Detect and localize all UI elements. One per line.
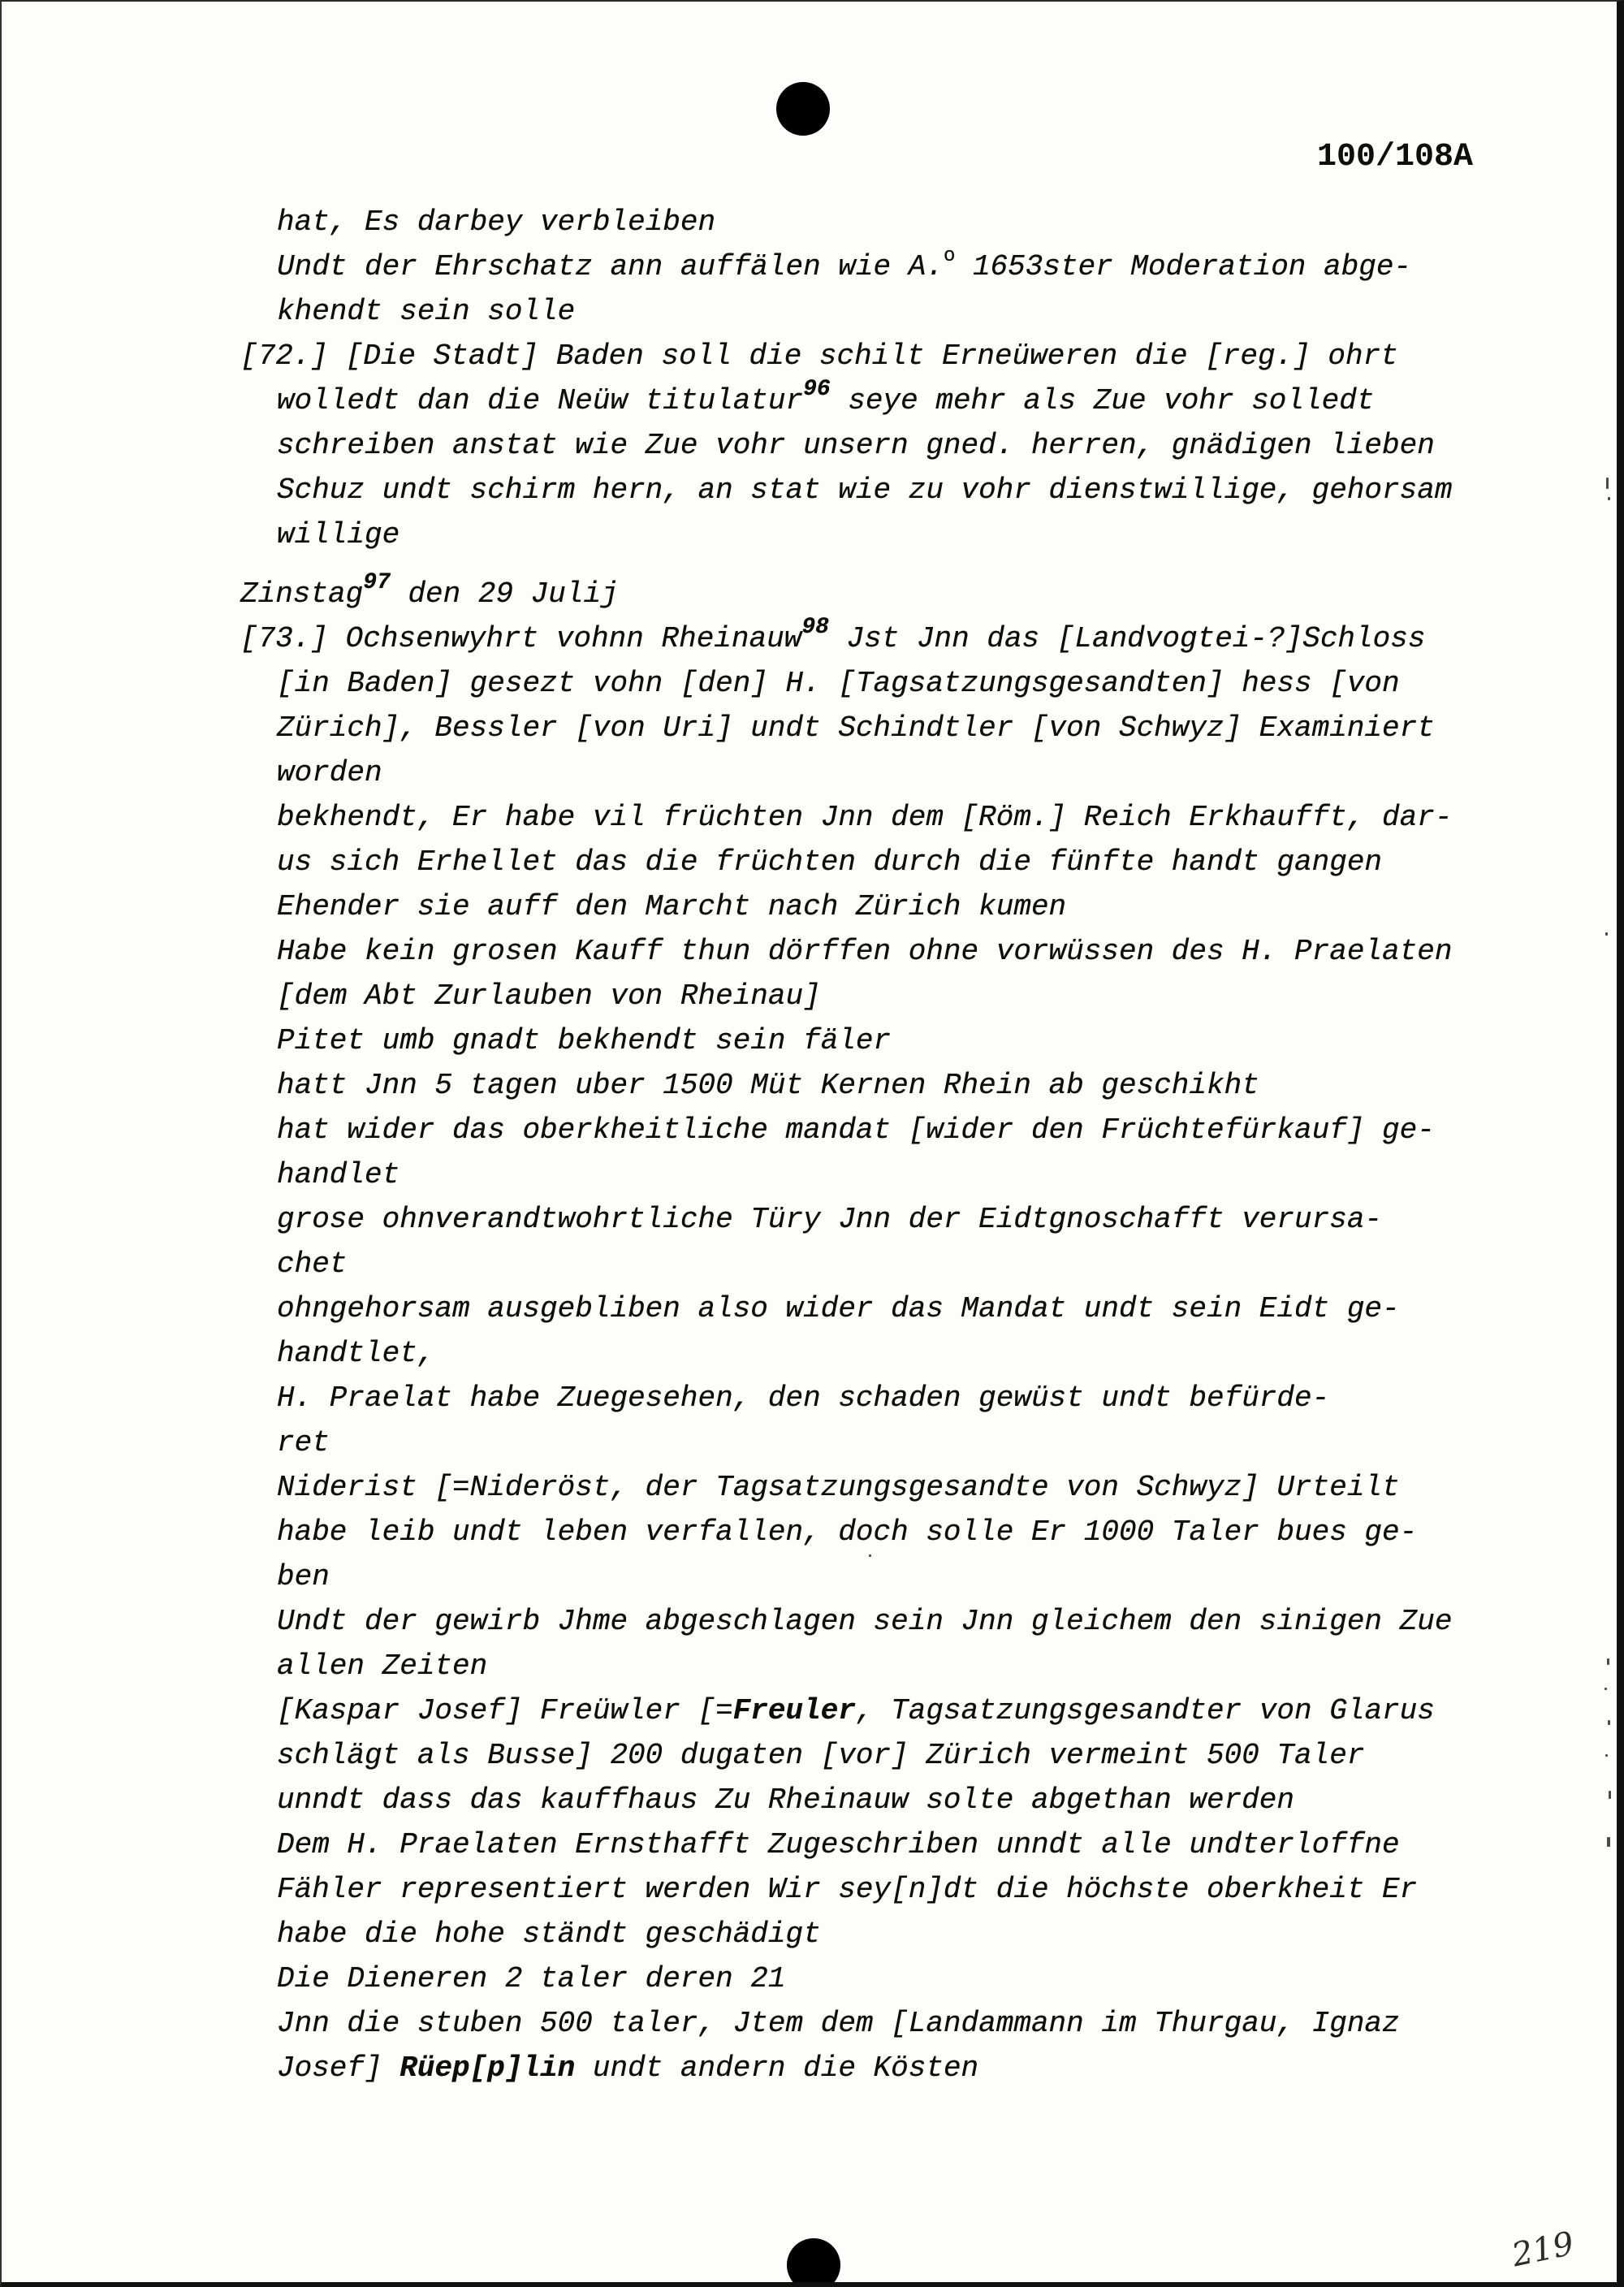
bold-name: Freuler [732,1694,856,1727]
scan-speck [1606,478,1609,489]
scan-speck [1605,932,1608,936]
text-line: habe leib undt leben verfallen, doch solle Er 1000 Taler bues ge- [277,1515,1418,1549]
date-heading [240,572,1452,616]
text-line: hat, Es darbey verbleiben [277,205,716,239]
handwritten-folio-number: 219 [1509,2224,1578,2275]
text-line: ohngehorsam ausgebliben also wider das Mandat undt sein Eidt ge- [277,1292,1400,1325]
text-line: schlägt als Busse] 200 dugaten [vor] Zürich vermeint 500 Taler [277,1739,1365,1772]
text-line: khendt sein solle [277,295,576,328]
line-text: seye mehr als Zue vohr solledt [830,384,1375,417]
text-line: Habe kein grosen Kauff thun dörffen ohne vorwüssen des H. Praelaten [277,935,1453,968]
text-line: Zürich], Bessler [von Uri] undt Schindtler [von Schwyz] Examiniert [277,711,1435,745]
text-line: hatt Jnn 5 tagen uber 1500 Müt Kernen Rhein ab geschikht [277,1069,1259,1102]
text-line: grose ohnverandtwohrtliche Türy Jnn der Eidtgnoschafft verursa- [277,1203,1383,1236]
punch-hole-bottom [787,2238,840,2287]
text-line: Schuz undt schirm hern, an stat wie zu vohr dienstwillige, gehorsam [277,473,1453,507]
text-line: Die Dieneren 2 taler deren 21 [277,1962,786,1995]
text-line: allen Zeiten [277,1649,488,1683]
text-line: habe die hohe ständt geschädigt [277,1917,821,1951]
text-line: willige [277,518,400,551]
text-line: ret [277,1426,330,1459]
line-text: [Kaspar Josef] Freüwler [= [277,1694,733,1727]
footnote-ref-97: 97 [363,570,391,595]
text-line: hat wider das oberkheitliche mandat [wider den Früchtefürkauf] ge- [277,1113,1435,1147]
text-line: schreiben anstat wie Zue vohr unsern gned. herren, gnädigen lieben [277,429,1435,462]
text-line: Ehender sie auff den Marcht nach Zürich kumen [277,890,1067,923]
text-line: chet [277,1247,348,1281]
line-text: Undt der Ehrschatz ann auffälen wie A. [277,250,944,283]
text-line: Undt der gewirb Jhme abgeschlagen sein Jnn gleichem den sinigen Zue [277,1605,1453,1638]
text-line: handlet [277,1158,400,1191]
text-line: [in Baden] gesezt vohn [den] H. [Tagsatzungsgesandten] hess [von [277,667,1400,700]
line-text: undt andern die Kösten [575,2051,979,2085]
text-line [240,244,1452,289]
superscript-o: o [943,245,956,267]
line-text: Jst Jnn das [Landvogtei-?]Schloss [828,622,1426,655]
text-line: Jnn die stuben 500 taler, Jtem dem [Landammann im Thurgau, Ignaz [277,2007,1400,2040]
text-line: worden [277,756,382,789]
text-line: bekhendt, Er habe vil früchten Jnn dem [Röm.] Reich Erkhaufft, dar- [277,801,1453,834]
text-line [240,1688,1452,1733]
scan-speck [1607,1658,1609,1665]
text-line: unndt dass das kauffhaus Zu Rheinauw solte abgethan werden [277,1783,1295,1817]
bold-name: Rüep[p]lin [400,2051,576,2085]
scan-speck [1607,1837,1610,1847]
footnote-ref-98: 98 [801,615,829,640]
line-text: Zinstag [240,577,364,611]
section-73-start [240,616,1452,661]
section-72-start: [72.] [Die Stadt] Baden soll die schilt Erneüweren die [reg.] ohrt [240,339,1398,373]
scan-speck [1605,1688,1607,1690]
line-text: Josef] [277,2051,400,2085]
line-text: [73.] Ochsenwyhrt vohnn Rheinauw [240,622,802,655]
text-line: handtlet, [277,1337,435,1370]
scan-speck [1609,1791,1611,1799]
text-line: us sich Erhellet das die früchten durch die fünfte handt gangen [277,845,1383,879]
text-line: Pitet umb gnadt bekhendt sein fäler [277,1024,892,1057]
text-line: Fähler representiert werden Wir sey[n]dt die höchste oberkheit Er [277,1873,1418,1906]
scan-speck [1605,1754,1608,1757]
scan-speck [1608,1720,1610,1725]
text-line [240,378,1452,423]
scan-speck [869,1554,871,1557]
text-line: ben [277,1560,330,1593]
line-text: 1653ster Moderation abge- [955,250,1412,283]
text-line: H. Praelat habe Zuegesehen, den schaden gewüst undt befürde- [277,1381,1330,1415]
line-text: wolledt dan die Neüw titulatur [277,384,804,417]
line-text: , Tagsatzungsgesandter von Glarus [855,1694,1435,1727]
scan-speck [1608,497,1610,500]
document-body [240,200,1452,2090]
text-line [240,2046,1452,2090]
text-line: Dem H. Praelaten Ernsthafft Zugeschriben unndt alle undterloffne [277,1828,1400,1861]
page-number: 100/108A [1317,139,1474,175]
footnote-ref-96: 96 [803,377,831,402]
text-line: Niderist [=Nideröst, der Tagsatzungsgesandte von Schwyz] Urteilt [277,1471,1400,1504]
punch-hole-top [776,82,830,136]
line-text: den 29 Julij [390,577,619,611]
text-line: [dem Abt Zurlauben von Rheinau] [277,979,821,1013]
